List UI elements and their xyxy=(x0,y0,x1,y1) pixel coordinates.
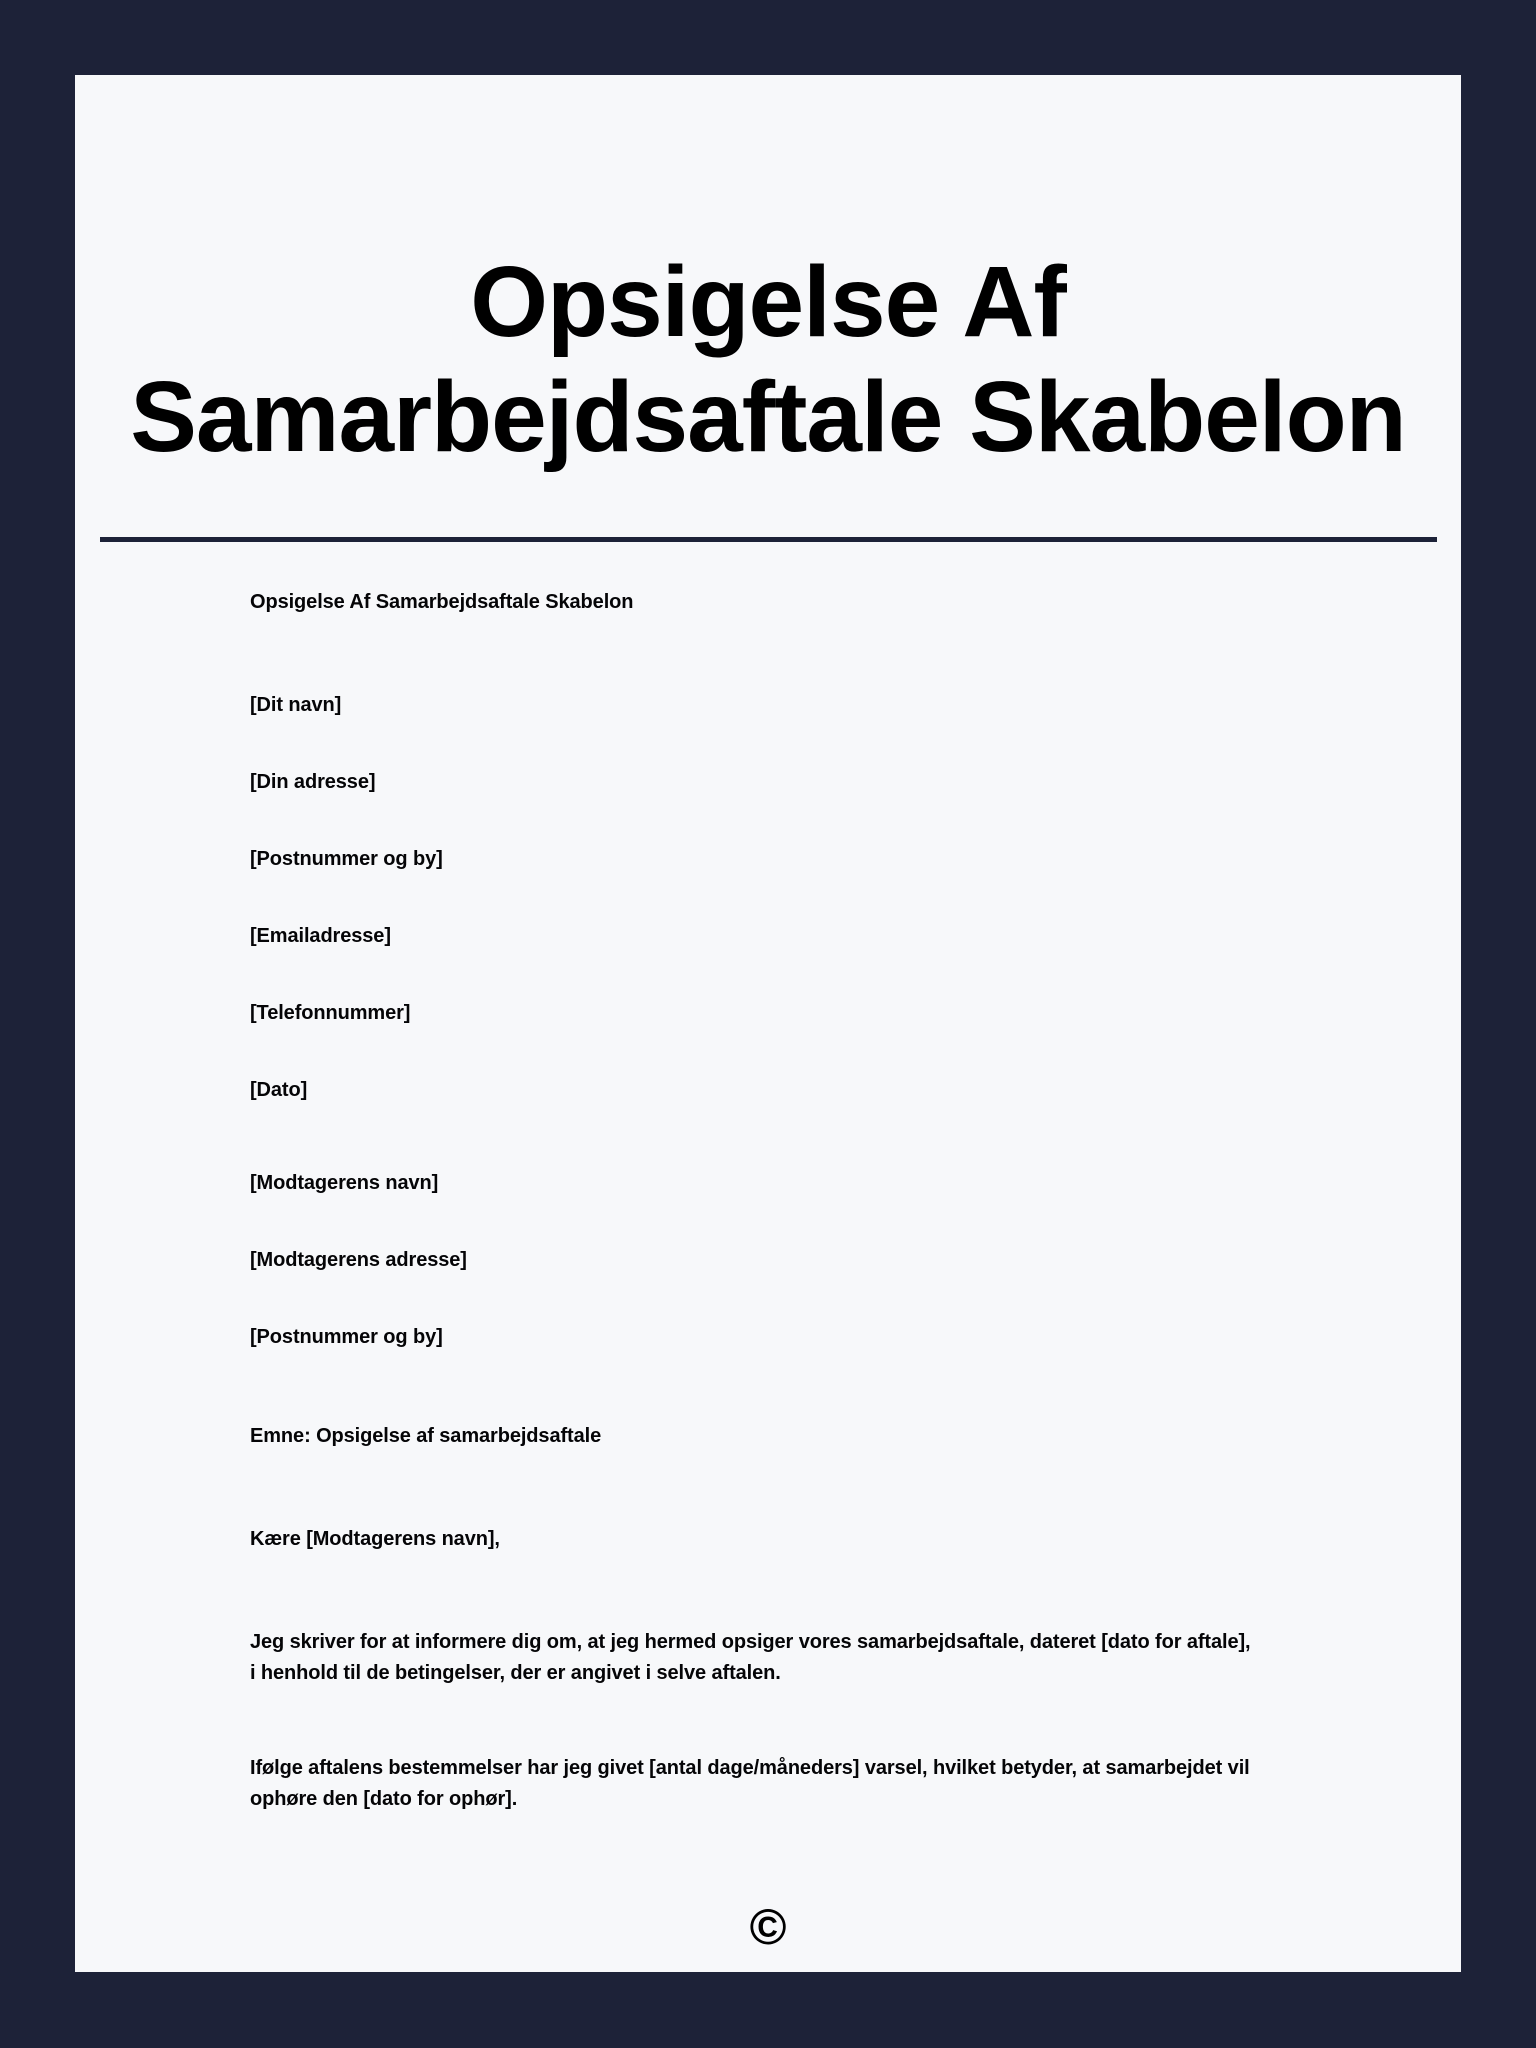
sender-name: [Dit navn] xyxy=(250,694,342,716)
copyright-symbol: © xyxy=(749,1899,787,1955)
subject-line: Emne: Opsigelse af samarbejdsaftale xyxy=(250,1425,602,1447)
letter-paper xyxy=(75,75,1461,1972)
sender-postal-city: [Postnummer og by] xyxy=(250,848,443,870)
body-paragraph-2-line-2: ophøre den [dato for ophør]. xyxy=(250,1788,518,1810)
sender-email: [Emailadresse] xyxy=(250,925,391,947)
body-paragraph-1-line-2: i henhold til de betingelser, der er angivet i selve aftalen. xyxy=(250,1662,781,1684)
page-title xyxy=(75,245,1461,475)
recipient-address: [Modtagerens adresse] xyxy=(250,1249,467,1271)
sender-phone: [Telefonnummer] xyxy=(250,1002,411,1024)
letter-heading: Opsigelse Af Samarbejdsaftale Skabelon xyxy=(250,591,634,613)
title-divider xyxy=(100,537,1437,542)
page-title-line-1: Opsigelse Af xyxy=(470,246,1066,358)
body-paragraph-1-line-1: Jeg skriver for at informere dig om, at jeg hermed opsiger vores samarbejdsaftale, dateret [dato for aftale], xyxy=(250,1631,1251,1653)
body-paragraph-2-line-1: Ifølge aftalens bestemmelser har jeg givet [antal dage/måneders] varsel, hvilket betyder, at samarbejdet vil xyxy=(250,1757,1250,1779)
page-title-line-2: Samarbejdsaftale Skabelon xyxy=(130,361,1406,473)
letter-date: [Dato] xyxy=(250,1079,308,1101)
recipient-name: [Modtagerens navn] xyxy=(250,1172,439,1194)
sender-address: [Din adresse] xyxy=(250,771,376,793)
salutation: Kære [Modtagerens navn], xyxy=(250,1528,500,1550)
letter-body xyxy=(250,587,1410,1815)
recipient-postal-city: [Postnummer og by] xyxy=(250,1326,443,1348)
body-paragraph-2 xyxy=(250,1753,1410,1815)
body-paragraph-1 xyxy=(250,1627,1410,1689)
